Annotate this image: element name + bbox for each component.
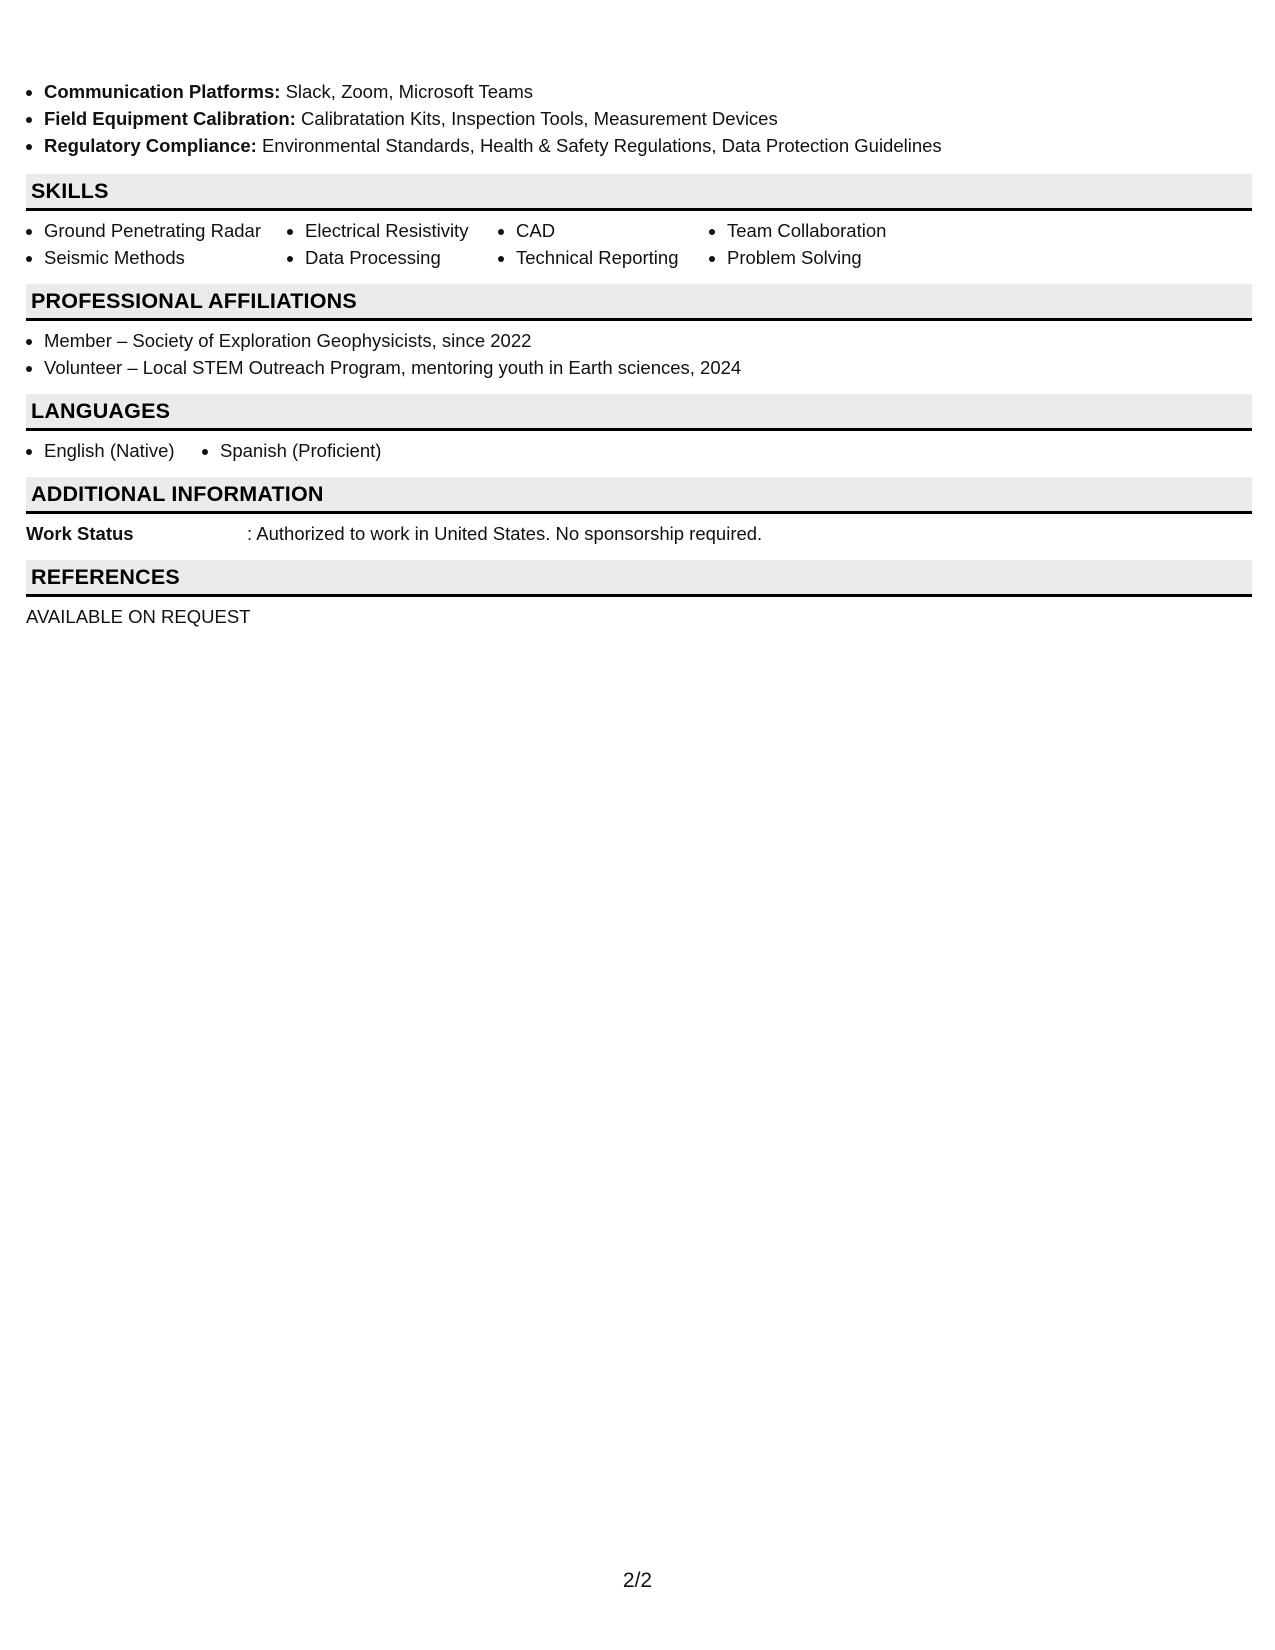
tool-value: Slack, Zoom, Microsoft Teams [285, 81, 533, 102]
skills-column [498, 217, 709, 271]
tool-label: Communication Platforms: [44, 81, 281, 102]
tool-value: Environmental Standards, Health & Safety Regulations, Data Protection Guidelines [261, 135, 942, 156]
language-item: • Spanish (Proficient) [220, 437, 381, 464]
list-item [44, 78, 1252, 105]
skill-item: • Seismic Methods [44, 244, 287, 271]
list-item [44, 105, 1252, 132]
section-title-languages: LANGUAGES [26, 394, 1252, 431]
work-status-row [26, 520, 1252, 547]
affiliation-item: • Volunteer – Local STEM Outreach Program, mentoring youth in Earth sciences, 2024 [44, 354, 1252, 381]
work-status-value: : Authorized to work in United States. No sponsorship required. [247, 523, 763, 544]
additional-info-section [26, 477, 1252, 560]
language-item: • English (Native) [44, 437, 202, 464]
skill-item: • Electrical Resistivity [305, 217, 498, 244]
section-title-skills: SKILLS [26, 174, 1252, 211]
skill-item: • CAD [516, 217, 709, 244]
resume-page-content [26, 78, 1252, 643]
skill-item: • Technical Reporting [516, 244, 709, 271]
tool-label: Field Equipment Calibration: [44, 108, 296, 129]
languages-section [26, 394, 1252, 477]
tool-value: Calibratation Kits, Inspection Tools, Measurement Devices [300, 108, 778, 129]
skills-grid [26, 217, 1252, 271]
skills-column [287, 217, 498, 271]
affiliation-item: • Member – Society of Exploration Geophysicists, since 2022 [44, 327, 1252, 354]
tool-label: Regulatory Compliance: [44, 135, 257, 156]
work-status-label: Work Status [26, 523, 134, 544]
languages-list [26, 437, 1252, 464]
skills-section [26, 174, 1252, 284]
skills-column [26, 217, 287, 271]
list-item [44, 132, 1252, 159]
affiliations-list [26, 327, 1252, 381]
section-title-additional-info: ADDITIONAL INFORMATION [26, 477, 1252, 514]
references-section [26, 560, 1252, 643]
skill-item: • Team Collaboration [727, 217, 927, 244]
skill-item: • Data Processing [305, 244, 498, 271]
skill-item: • Ground Penetrating Radar [44, 217, 287, 244]
skills-column [709, 217, 927, 271]
page-number: 2/2 [622, 1569, 653, 1592]
section-title-references: REFERENCES [26, 560, 1252, 597]
affiliations-section [26, 284, 1252, 394]
references-text: AVAILABLE ON REQUEST [26, 606, 251, 627]
section-title-affiliations: PROFESSIONAL AFFILIATIONS [26, 284, 1252, 321]
skill-item: • Problem Solving [727, 244, 927, 271]
tools-list [26, 78, 1252, 159]
